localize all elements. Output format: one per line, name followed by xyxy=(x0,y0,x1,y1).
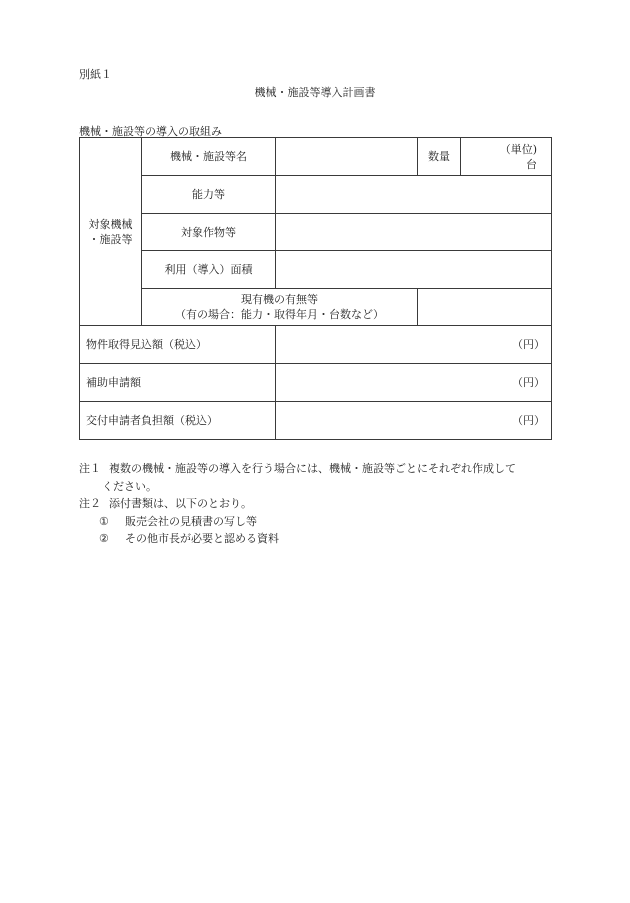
yen-unit: （円） xyxy=(512,376,545,389)
document-title: 機械・施設等導入計画書 xyxy=(254,86,376,99)
item-1-mark: ① xyxy=(99,514,109,528)
quantity-label: 数量 xyxy=(418,138,461,176)
section-heading: 機械・施設等の導入の取組み xyxy=(79,125,222,138)
existing-label-line2: （有の場合：能力・取得年月・台数など） xyxy=(175,308,384,321)
capacity-label: 能力等 xyxy=(142,176,276,214)
existing-equipment-label xyxy=(142,289,418,326)
item-2-text: その他市長が必要と認める資料 xyxy=(125,532,279,545)
quantity-field[interactable] xyxy=(461,138,552,176)
acquisition-cost-label: 物件取得見込額（税込） xyxy=(80,326,276,364)
existing-equipment-field[interactable] xyxy=(418,289,552,326)
target-crops-field[interactable] xyxy=(276,214,552,251)
unit-label: （単位) xyxy=(499,142,537,156)
note-1-cont-text: ください。 xyxy=(102,479,157,493)
attachment-label: 別紙１ xyxy=(79,68,112,81)
target-label-line2: ・施設等 xyxy=(88,232,133,246)
applicant-burden-field[interactable] xyxy=(276,402,552,440)
equipment-name-label: 機械・施設等名 xyxy=(142,138,276,176)
item-1-text: 販売会社の見積書の写し等 xyxy=(125,514,257,528)
note-2-text: 添付書類は、以下のとおり。 xyxy=(109,497,252,510)
target-crops-label: 対象作物等 xyxy=(142,214,276,251)
target-equipment-label xyxy=(80,138,142,326)
equipment-name-field[interactable] xyxy=(276,138,418,176)
subsidy-amount-label: 補助申請額 xyxy=(80,364,276,402)
usage-area-label: 利用（導入）面積 xyxy=(142,251,276,289)
yen-unit: （円） xyxy=(512,338,545,351)
subsidy-amount-field[interactable] xyxy=(276,364,552,402)
unit-value: 台 xyxy=(526,157,537,171)
target-label-line1: 対象機械 xyxy=(88,217,133,231)
equipment-plan-table xyxy=(79,137,552,440)
note-2-label: 注２ xyxy=(79,497,101,510)
capacity-field[interactable] xyxy=(276,176,552,214)
note-1-label: 注１ xyxy=(79,462,101,475)
acquisition-cost-field[interactable] xyxy=(276,326,552,364)
usage-area-field[interactable] xyxy=(276,251,552,289)
existing-label-line1: 現有機の有無等 xyxy=(241,293,318,306)
applicant-burden-label: 交付申請者負担額（税込） xyxy=(80,402,276,440)
yen-unit: （円） xyxy=(512,414,545,427)
note-1-text: 複数の機械・施設等の導入を行う場合には、機械・施設等ごとにそれぞれ作成して xyxy=(109,462,516,475)
item-2-mark: ② xyxy=(99,532,109,545)
